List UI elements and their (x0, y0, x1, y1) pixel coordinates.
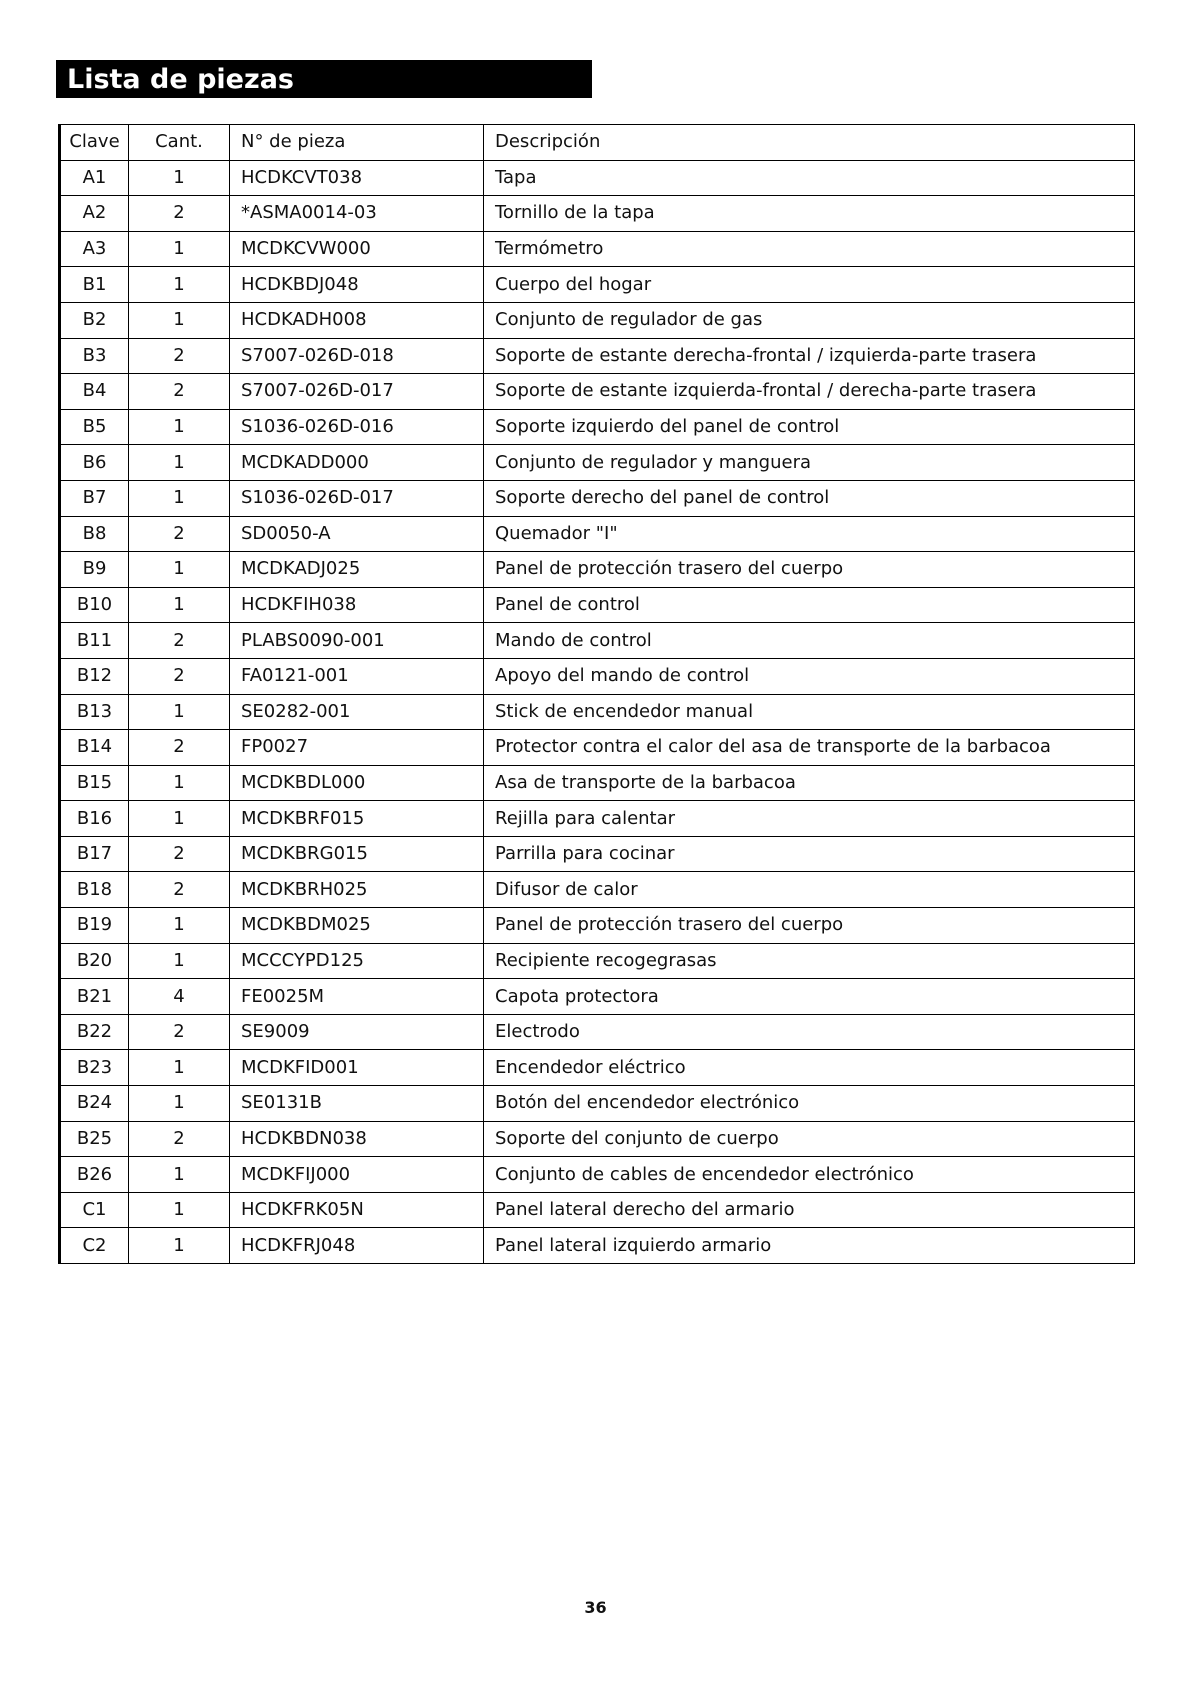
table-row (60, 765, 1135, 801)
table-row (60, 516, 1135, 552)
cell-part-number: SD0050-A (230, 516, 484, 552)
cell-key: B20 (60, 943, 129, 979)
cell-part-number: MCDKADJ025 (230, 552, 484, 588)
table-row (60, 1228, 1135, 1264)
cell-description: Quemador "I" (484, 516, 1135, 552)
table-row (60, 1157, 1135, 1193)
cell-description: Soporte de estante derecha-frontal / izquierda-parte trasera (484, 338, 1135, 374)
cell-part-number: MCDKBRH025 (230, 872, 484, 908)
cell-description: Mando de control (484, 623, 1135, 659)
cell-qty: 2 (129, 730, 230, 766)
column-header-key: Clave (60, 125, 129, 161)
column-header-description: Descripción (484, 125, 1135, 161)
table-row (60, 302, 1135, 338)
table-header-row (60, 125, 1135, 161)
cell-description: Botón del encendedor electrónico (484, 1086, 1135, 1122)
cell-qty: 4 (129, 979, 230, 1015)
cell-part-number: HCDKFIH038 (230, 587, 484, 623)
cell-part-number: MCDKADD000 (230, 445, 484, 481)
cell-part-number: *ASMA0014-03 (230, 196, 484, 232)
cell-description: Tapa (484, 160, 1135, 196)
cell-qty: 1 (129, 160, 230, 196)
cell-key: B25 (60, 1121, 129, 1157)
cell-qty: 1 (129, 302, 230, 338)
cell-qty: 1 (129, 765, 230, 801)
cell-description: Conjunto de cables de encendedor electrónico (484, 1157, 1135, 1193)
cell-qty: 2 (129, 374, 230, 410)
cell-description: Tornillo de la tapa (484, 196, 1135, 232)
cell-part-number: HCDKBDN038 (230, 1121, 484, 1157)
cell-part-number: HCDKFRJ048 (230, 1228, 484, 1264)
cell-part-number: FA0121-001 (230, 658, 484, 694)
page-number: 36 (584, 1598, 607, 1617)
cell-description: Cuerpo del hogar (484, 267, 1135, 303)
cell-part-number: MCDKFIJ000 (230, 1157, 484, 1193)
cell-qty: 1 (129, 801, 230, 837)
table-row (60, 1050, 1135, 1086)
cell-description: Soporte izquierdo del panel de control (484, 409, 1135, 445)
cell-description: Panel lateral izquierdo armario (484, 1228, 1135, 1264)
cell-part-number: SE0282-001 (230, 694, 484, 730)
cell-part-number: HCDKCVT038 (230, 160, 484, 196)
cell-key: B23 (60, 1050, 129, 1086)
cell-key: B9 (60, 552, 129, 588)
table-row (60, 1192, 1135, 1228)
cell-description: Conjunto de regulador y manguera (484, 445, 1135, 481)
cell-qty: 2 (129, 836, 230, 872)
cell-key: A1 (60, 160, 129, 196)
table-row (60, 160, 1135, 196)
cell-part-number: HCDKBDJ048 (230, 267, 484, 303)
cell-key: C1 (60, 1192, 129, 1228)
cell-key: B2 (60, 302, 129, 338)
column-header-qty: Cant. (129, 125, 230, 161)
cell-key: B12 (60, 658, 129, 694)
cell-key: B8 (60, 516, 129, 552)
column-header-part-number: N° de pieza (230, 125, 484, 161)
cell-key: B4 (60, 374, 129, 410)
cell-part-number: S7007-026D-017 (230, 374, 484, 410)
cell-qty: 2 (129, 658, 230, 694)
table-row (60, 552, 1135, 588)
cell-description: Parrilla para cocinar (484, 836, 1135, 872)
table-row (60, 480, 1135, 516)
cell-description: Panel de control (484, 587, 1135, 623)
table-row (60, 445, 1135, 481)
cell-key: B16 (60, 801, 129, 837)
cell-qty: 2 (129, 872, 230, 908)
cell-qty: 1 (129, 552, 230, 588)
cell-qty: 2 (129, 623, 230, 659)
table-row (60, 836, 1135, 872)
cell-description: Asa de transporte de la barbacoa (484, 765, 1135, 801)
cell-description: Encendedor eléctrico (484, 1050, 1135, 1086)
cell-description: Panel lateral derecho del armario (484, 1192, 1135, 1228)
cell-description: Panel de protección trasero del cuerpo (484, 908, 1135, 944)
cell-part-number: MCDKBRF015 (230, 801, 484, 837)
cell-part-number: FE0025M (230, 979, 484, 1015)
cell-key: B3 (60, 338, 129, 374)
cell-qty: 2 (129, 338, 230, 374)
cell-qty: 1 (129, 1192, 230, 1228)
cell-description: Capota protectora (484, 979, 1135, 1015)
cell-key: B10 (60, 587, 129, 623)
cell-qty: 1 (129, 694, 230, 730)
cell-key: B22 (60, 1014, 129, 1050)
table-row (60, 587, 1135, 623)
cell-key: B24 (60, 1086, 129, 1122)
table-row (60, 267, 1135, 303)
table-row (60, 801, 1135, 837)
table-row (60, 872, 1135, 908)
cell-qty: 2 (129, 1121, 230, 1157)
table-row (60, 374, 1135, 410)
table-row (60, 979, 1135, 1015)
cell-description: Electrodo (484, 1014, 1135, 1050)
cell-part-number: HCDKADH008 (230, 302, 484, 338)
table-row (60, 694, 1135, 730)
cell-key: B19 (60, 908, 129, 944)
cell-part-number: MCDKBDL000 (230, 765, 484, 801)
cell-key: C2 (60, 1228, 129, 1264)
cell-part-number: MCCCYPD125 (230, 943, 484, 979)
table-row (60, 908, 1135, 944)
cell-description: Apoyo del mando de control (484, 658, 1135, 694)
cell-key: B17 (60, 836, 129, 872)
cell-description: Rejilla para calentar (484, 801, 1135, 837)
table-row (60, 943, 1135, 979)
table-row (60, 338, 1135, 374)
cell-qty: 1 (129, 445, 230, 481)
cell-qty: 1 (129, 231, 230, 267)
cell-part-number: HCDKFRK05N (230, 1192, 484, 1228)
table-row (60, 730, 1135, 766)
cell-part-number: SE0131B (230, 1086, 484, 1122)
cell-key: B15 (60, 765, 129, 801)
cell-key: B21 (60, 979, 129, 1015)
cell-qty: 2 (129, 196, 230, 232)
cell-description: Soporte derecho del panel de control (484, 480, 1135, 516)
cell-description: Soporte del conjunto de cuerpo (484, 1121, 1135, 1157)
cell-part-number: S1036-026D-016 (230, 409, 484, 445)
table-row (60, 409, 1135, 445)
cell-key: B26 (60, 1157, 129, 1193)
cell-description: Recipiente recogegrasas (484, 943, 1135, 979)
cell-part-number: FP0027 (230, 730, 484, 766)
cell-key: B1 (60, 267, 129, 303)
parts-table (58, 124, 1135, 1264)
cell-description: Stick de encendedor manual (484, 694, 1135, 730)
cell-qty: 1 (129, 1086, 230, 1122)
cell-key: B14 (60, 730, 129, 766)
cell-key: B5 (60, 409, 129, 445)
cell-part-number: MCDKCVW000 (230, 231, 484, 267)
cell-key: B11 (60, 623, 129, 659)
cell-qty: 1 (129, 943, 230, 979)
cell-qty: 1 (129, 908, 230, 944)
cell-part-number: PLABS0090-001 (230, 623, 484, 659)
table-row (60, 1014, 1135, 1050)
cell-key: A3 (60, 231, 129, 267)
cell-key: B6 (60, 445, 129, 481)
cell-key: B13 (60, 694, 129, 730)
cell-description: Conjunto de regulador de gas (484, 302, 1135, 338)
table-row (60, 658, 1135, 694)
cell-qty: 2 (129, 1014, 230, 1050)
table-row (60, 623, 1135, 659)
cell-qty: 1 (129, 1050, 230, 1086)
cell-description: Difusor de calor (484, 872, 1135, 908)
cell-description: Panel de protección trasero del cuerpo (484, 552, 1135, 588)
table-row (60, 1086, 1135, 1122)
table-row (60, 231, 1135, 267)
cell-qty: 1 (129, 1228, 230, 1264)
cell-qty: 1 (129, 480, 230, 516)
cell-description: Protector contra el calor del asa de transporte de la barbacoa (484, 730, 1135, 766)
cell-description: Termómetro (484, 231, 1135, 267)
section-title-bar (56, 60, 592, 98)
cell-key: B18 (60, 872, 129, 908)
table-row (60, 1121, 1135, 1157)
cell-qty: 1 (129, 587, 230, 623)
cell-key: B7 (60, 480, 129, 516)
cell-part-number: S1036-026D-017 (230, 480, 484, 516)
cell-qty: 1 (129, 1157, 230, 1193)
cell-qty: 1 (129, 409, 230, 445)
cell-part-number: S7007-026D-018 (230, 338, 484, 374)
section-title: Lista de piezas (67, 63, 294, 95)
cell-part-number: SE9009 (230, 1014, 484, 1050)
cell-qty: 1 (129, 267, 230, 303)
cell-qty: 2 (129, 516, 230, 552)
parts-table-body (60, 160, 1135, 1263)
cell-part-number: MCDKBRG015 (230, 836, 484, 872)
cell-key: A2 (60, 196, 129, 232)
cell-part-number: MCDKFID001 (230, 1050, 484, 1086)
table-row (60, 196, 1135, 232)
cell-part-number: MCDKBDM025 (230, 908, 484, 944)
cell-description: Soporte de estante izquierda-frontal / derecha-parte trasera (484, 374, 1135, 410)
